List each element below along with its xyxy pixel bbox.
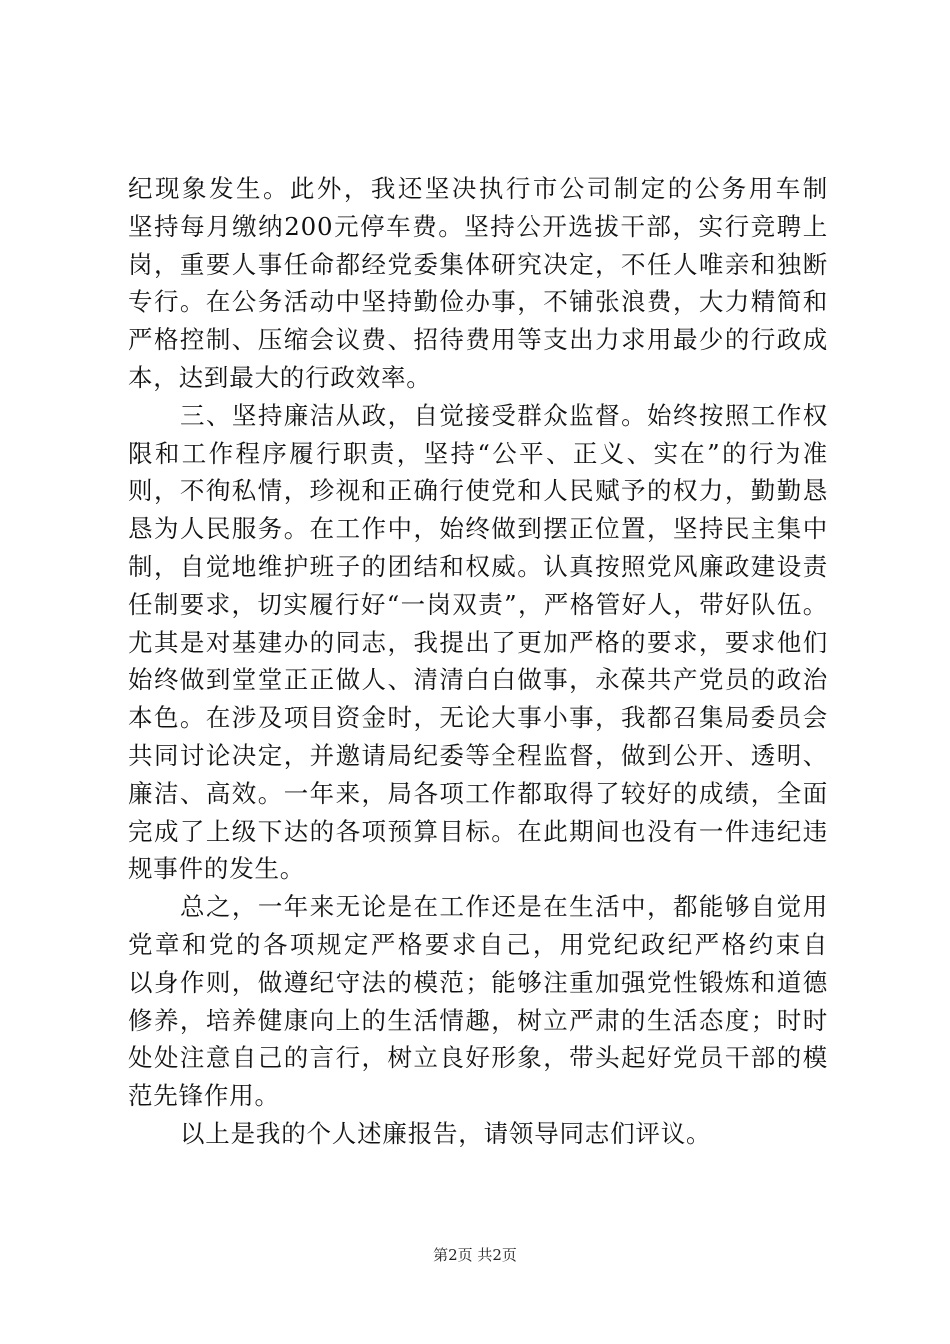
text-line: 范先锋作用。 (128, 1081, 280, 1111)
text-line: 始终做到堂堂正正做人、清清白白做事，永葆共产党员的政治 (128, 665, 828, 695)
closing-line: 以上是我的个人述廉报告，请领导同志们评议。 (180, 1118, 712, 1148)
text-line: 岗，重要人事任命都经党委集体研究决定，不任人唯亲和独断 (128, 249, 828, 279)
text-line: 任制要求，切实履行好“一岗双责”，严格管好人，带好队伍。 (128, 589, 828, 619)
text-line: 规事件的发生。 (128, 854, 306, 884)
text-line: 以身作则，做遵纪守法的模范；能够注重加强党性锻炼和道德 (128, 967, 828, 997)
text-line: 坚持每月缴纳200元停车费。坚持公开选拔干部，实行竞聘上 (128, 211, 828, 241)
text-line: 尤其是对基建办的同志，我提出了更加严格的要求，要求他们 (128, 627, 828, 657)
section-heading-line: 三、坚持廉洁从政，自觉接受群众监督。始终按照工作权 (180, 400, 828, 430)
text-line: 完成了上级下达的各项预算目标。在此期间也没有一件违纪违 (128, 816, 828, 846)
text-line: 严格控制、压缩会议费、招待费用等支出力求用最少的行政成 (128, 325, 828, 355)
text-line: 本色。在涉及项目资金时，无论大事小事，我都召集局委员会 (128, 703, 828, 733)
page-number-footer: 第2页 共2页 (433, 1246, 517, 1264)
text-line: 恳为人民服务。在工作中，始终做到摆正位置，坚持民主集中 (128, 514, 828, 544)
text-line: 限和工作程序履行职责，坚持“公平、正义、实在”的行为准 (128, 438, 828, 468)
text-line: 廉洁、高效。一年来，局各项工作都取得了较好的成绩，全面 (128, 778, 828, 808)
text-line: 党章和党的各项规定严格要求自己，用党纪政纪严格约束自 (128, 929, 828, 959)
text-line: 专行。在公务活动中坚持勤俭办事，不铺张浪费，大力精简和 (128, 287, 828, 317)
paragraph-start-line: 总之，一年来无论是在工作还是在生活中，都能够自觉用 (180, 892, 828, 922)
text-line: 纪现象发生。此外，我还坚决执行市公司制定的公务用车制 (128, 174, 828, 203)
document-body (128, 170, 828, 1153)
text-line: 则，不徇私情，珍视和正确行使党和人民赋予的权力，勤勤恳 (128, 476, 828, 506)
text-line: 制，自觉地维护班子的团结和权威。认真按照党风廉政建设责 (128, 551, 828, 581)
text-line: 修养，培养健康向上的生活情趣，树立严肃的生活态度；时时 (128, 1005, 828, 1035)
text-line: 处处注意自己的言行，树立良好形象，带头起好党员干部的模 (128, 1043, 828, 1073)
text-line: 共同讨论决定，并邀请局纪委等全程监督，做到公开、透明、 (128, 740, 828, 770)
text-line: 本，达到最大的行政效率。 (128, 362, 432, 392)
